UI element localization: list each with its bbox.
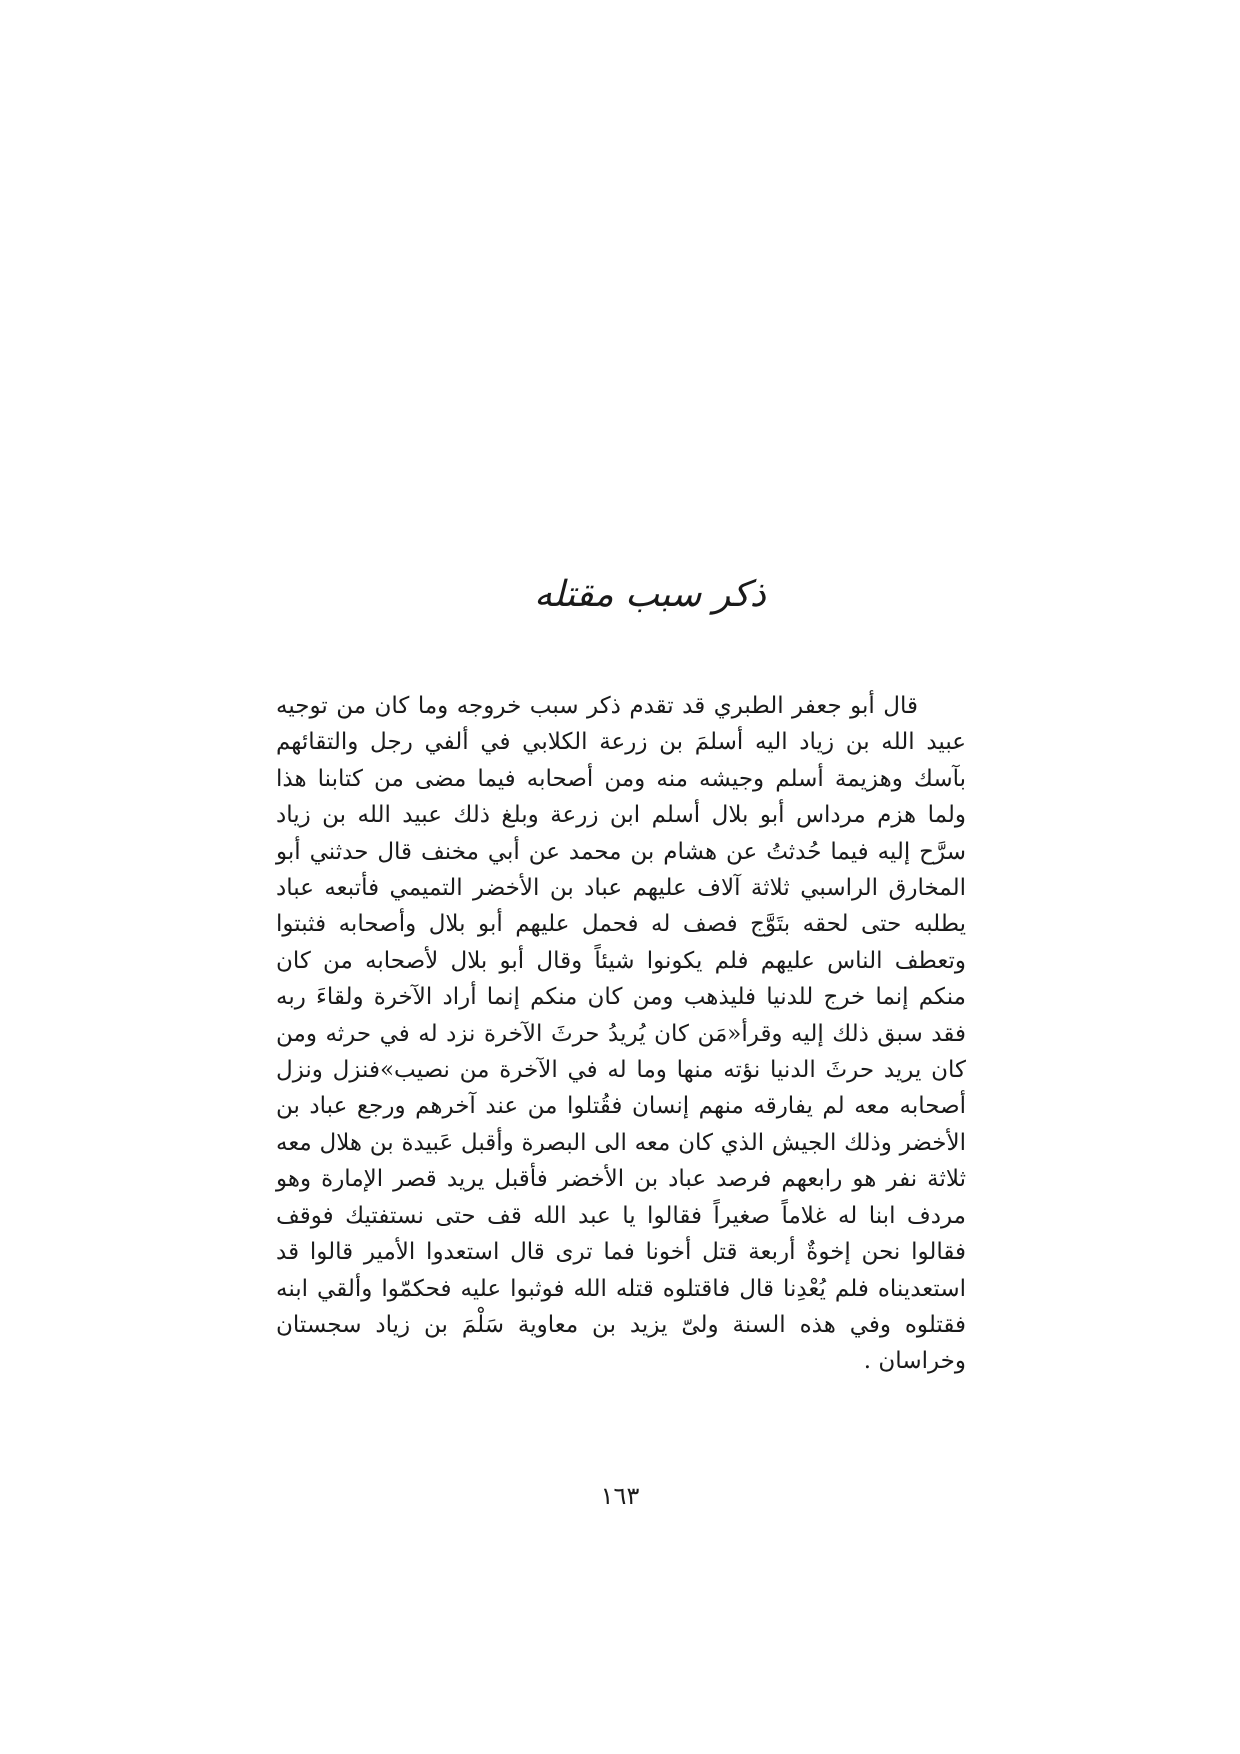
- page-number: ١٦٣: [600, 1482, 640, 1510]
- chapter-title: ذكر سبب مقتله: [534, 574, 766, 615]
- chapter-heading: [520, 548, 780, 638]
- body-text: [276, 688, 966, 1380]
- body-paragraph: قال أبو جعفر الطبري قد تقدم ذكر سبب خروجه وما كان من توجيه عبيد الله بن زياد اليه أسلمَ بن زرعة الكلابي في ألفي رجل والتقائهم بآسك وهزيمة أسلم وجيشه منه ومن أصحابه فيما مضى من كتابنا هذا ولما هزم مرداس أبو بلال أسلم ابن زرعة وبلغ ذلك عبيد الله بن زياد سرَّح إليه فيما حُدثتُ عن هشام بن محمد عن أبي مخنف قال حدثني أبو المخارق الراسبي ثلاثة آلاف عليهم عباد بن الأخضر التميمي فأتبعه عباد يطلبه حتى لحقه بتَوَّج فصف له فحمل عليهم أبو بلال وأصحابه فثبتوا وتعطف الناس عليهم فلم يكونوا شيئاً وقال أبو بلال لأصحابه من كان منكم إنما خرج للدنيا فليذهب ومن كان منكم إنما أراد الآخرة ولقاءَ ربه فقد سبق ذلك إليه وقرأ«مَن كان يُريدُ حرثَ الآخرة نزد له في حرثه ومن كان يريد حرثَ الدنيا نؤته منها وما له في الآخرة من نصيب»فنزل ونزل أصحابه معه لم يفارقه منهم إنسان فقُتلوا من عند آخرهم ورجع عباد بن الأخضر وذلك الجيش الذي كان معه الى البصرة وأقبل عَبيدة بن هلال معه ثلاثة نفر هو رابعهم فرصد عباد بن الأخضر فأقبل يريد قصر الإمارة وهو مردف ابنا له غلاماً صغيراً فقالوا يا عبد الله قف حتى نستفتيك فوقف فقالوا نحن إخوةٌ أربعة قتل أخونا فما ترى قال استعدوا الأمير قالوا قد استعديناه فلم يُعْدِنا قال فاقتلوه قتله الله فوثبوا عليه فحكمّوا وألقي ابنه فقتلوه وفي هذه السنة ولىّ يزيد بن معاوية سَلْمَ بن زياد سجستان وخراسان .: [276, 693, 966, 1375]
